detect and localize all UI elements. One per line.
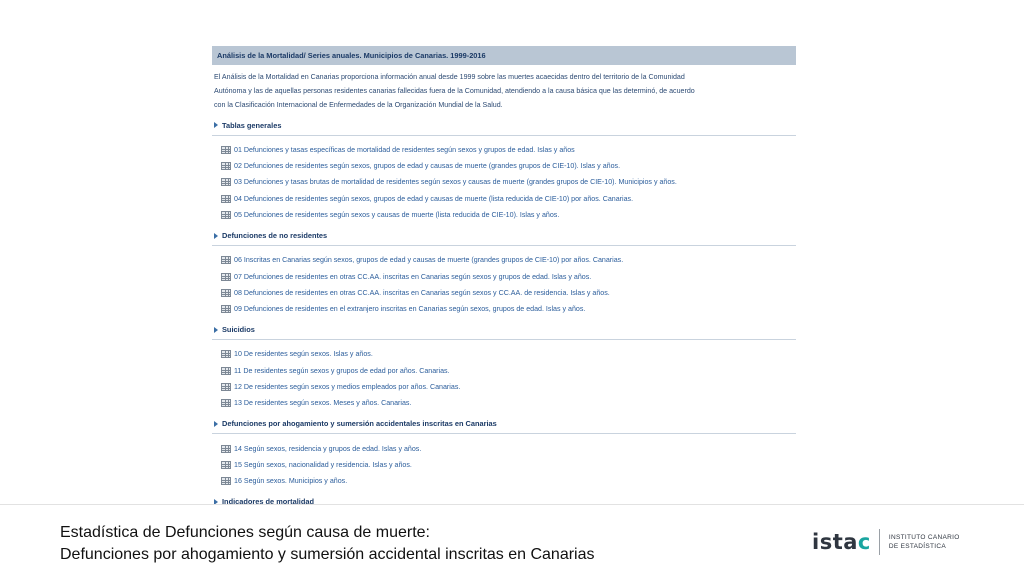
- table-icon: [221, 273, 231, 281]
- section: [212, 495, 796, 504]
- intro-line: El Análisis de la Mortalidad en Canarias proporciona información anual desde 1999 sobre las muertes acaecidas dentro del territorio de la Comunidad: [214, 73, 685, 81]
- table-icon: [221, 289, 231, 297]
- expand-arrow-icon: [214, 233, 218, 239]
- table-link[interactable]: [212, 440, 796, 456]
- table-link-label: 11 De residentes según sexos y grupos de edad por años. Canarias.: [234, 366, 450, 375]
- page-title: Análisis de la Mortalidad/ Series anuales. Municipios de Canarias. 1999-2016: [212, 46, 796, 65]
- section-header[interactable]: [212, 323, 796, 336]
- table-link[interactable]: [212, 363, 796, 379]
- table-link-label: 02 Defunciones de residentes según sexos, grupos de edad y causas de muerte (grandes grupos de CIE-10). Islas y años.: [234, 162, 621, 171]
- table-link-label: 01 Defunciones y tasas específicas de mortalidad de residentes según sexos y grupos de edad. Islas y años: [234, 145, 575, 154]
- expand-arrow-icon: [214, 327, 218, 333]
- table-icon: [221, 256, 231, 264]
- table-icon: [221, 367, 231, 375]
- table-icon: [221, 195, 231, 203]
- logo-subtitle: INSTITUTO CANARIO DE ESTADÍSTICA: [888, 534, 960, 550]
- table-link[interactable]: [212, 158, 796, 174]
- section: [212, 229, 796, 317]
- table-link-label: 04 Defunciones de residentes según sexos, grupos de edad y causas de muerte (lista reducida de CIE-10) por años. Canarias.: [234, 194, 634, 203]
- section-header[interactable]: [212, 495, 796, 504]
- footer-caption: [60, 522, 595, 566]
- section-divider: [212, 245, 796, 246]
- section-header-label: Defunciones por ahogamiento y sumersión accidentales inscritas en Canarias: [222, 419, 497, 429]
- table-link-label: 03 Defunciones y tasas brutas de mortalidad de residentes según sexos y causas de muerte (grandes grupos de CIE-10). Municipios y años.: [234, 178, 677, 187]
- table-link[interactable]: [212, 207, 796, 223]
- table-icon: [221, 477, 231, 485]
- section: [212, 417, 796, 489]
- table-link-label: 15 Según sexos, nacionalidad y residencia. Islas y años.: [234, 460, 412, 469]
- section-header-label: Defunciones de no residentes: [222, 231, 328, 241]
- section: [212, 119, 796, 223]
- section-divider: [212, 135, 796, 136]
- section-divider: [212, 339, 796, 340]
- slide-footer: [0, 504, 1024, 576]
- section-header[interactable]: [212, 417, 796, 430]
- table-link[interactable]: [212, 285, 796, 301]
- section-divider: [212, 433, 796, 434]
- table-icon: [221, 178, 231, 186]
- table-icon: [221, 383, 231, 391]
- section-header-label: Indicadores de mortalidad: [222, 497, 314, 504]
- table-link[interactable]: [212, 174, 796, 190]
- table-icon: [221, 211, 231, 219]
- table-link-label: 05 Defunciones de residentes según sexos y causas de muerte (lista reducida de CIE-10). Islas y años.: [234, 210, 560, 219]
- section-header-label: Suicidios: [222, 325, 255, 335]
- intro-line: con la Clasificación Internacional de Enfermedades de la Organización Mundial de la Salud.: [214, 101, 503, 110]
- table-icon: [221, 350, 231, 358]
- logo-divider: [879, 529, 880, 555]
- section-header[interactable]: [212, 229, 796, 242]
- table-link[interactable]: [212, 142, 796, 158]
- section-header[interactable]: [212, 119, 796, 132]
- table-link-label: 08 Defunciones de residentes en otras CC.AA. inscritas en Canarias según sexos y CC.AA. de residencia. Islas y años.: [234, 288, 610, 297]
- table-link[interactable]: [212, 457, 796, 473]
- istac-logo: [812, 529, 960, 555]
- table-link-label: 07 Defunciones de residentes en otras CC.AA. inscritas en Canarias según sexos y grupos de edad. Islas y años.: [234, 272, 592, 281]
- table-link-label: 13 De residentes según sexos. Meses y años. Canarias.: [234, 399, 412, 408]
- table-link[interactable]: [212, 268, 796, 284]
- table-link[interactable]: [212, 252, 796, 268]
- table-link[interactable]: [212, 395, 796, 411]
- table-link-label: 10 De residentes según sexos. Islas y años.: [234, 350, 373, 359]
- table-link-label: 12 De residentes según sexos y medios empleados por años. Canarias.: [234, 383, 461, 392]
- footer-line-2: Defunciones por ahogamiento y sumersión accidental inscritas en Canarias: [60, 546, 595, 563]
- table-icon: [221, 399, 231, 407]
- table-link[interactable]: [212, 473, 796, 489]
- intro-line: Autónoma y las de aquellas personas residentes canarias fallecidas fuera de la Comunidad, atendiendo a la causa básica que las determinó, de acuerdo: [214, 87, 695, 96]
- table-icon: [221, 445, 231, 453]
- table-link-label: 16 Según sexos. Municipios y años.: [234, 477, 348, 486]
- expand-arrow-icon: [214, 122, 218, 128]
- screenshot-content: [212, 46, 796, 504]
- table-icon: [221, 461, 231, 469]
- table-icon: [221, 162, 231, 170]
- table-link[interactable]: [212, 191, 796, 207]
- table-link[interactable]: [212, 379, 796, 395]
- section-header-label: Tablas generales: [222, 120, 282, 130]
- logo-wordmark: istac: [812, 530, 871, 554]
- table-icon: [221, 305, 231, 313]
- intro-text: [212, 70, 796, 113]
- table-link-label: 14 Según sexos, residencia y grupos de edad. Islas y años.: [234, 444, 422, 453]
- section: [212, 323, 796, 411]
- table-link-label: 06 Inscritas en Canarias según sexos, grupos de edad y causas de muerte (grandes grupos de CIE-10) por años. Canarias.: [234, 256, 624, 265]
- table-link[interactable]: [212, 346, 796, 362]
- table-link-label: 09 Defunciones de residentes en el extranjero inscritas en Canarias según sexos, grupos de edad. Islas y años.: [234, 305, 586, 314]
- sections-list: [212, 119, 796, 504]
- expand-arrow-icon: [214, 421, 218, 427]
- table-link[interactable]: [212, 301, 796, 317]
- footer-line-1: Estadística de Defunciones según causa de muerte:: [60, 524, 430, 541]
- table-icon: [221, 146, 231, 154]
